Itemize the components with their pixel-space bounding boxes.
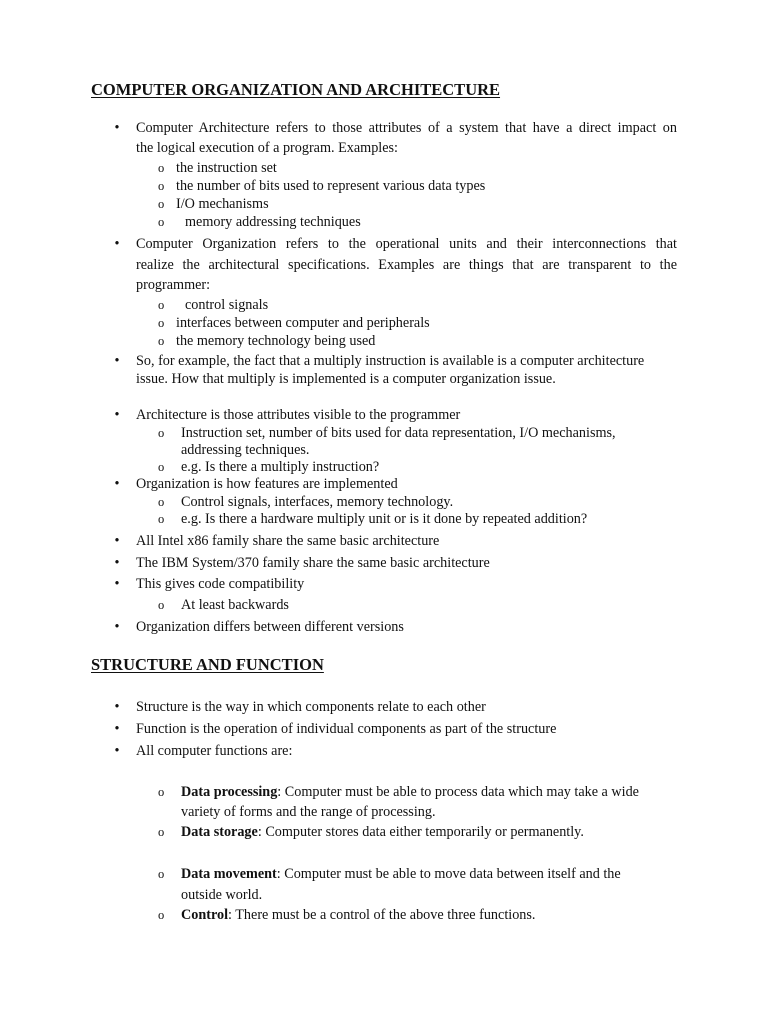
list-item: outside world. bbox=[181, 887, 263, 903]
list-item: Control signals, interfaces, memory technology. bbox=[181, 494, 454, 510]
sub-bullet-icon: o bbox=[158, 495, 165, 509]
paragraph-line: the logical execution of a program. Examples: bbox=[136, 140, 398, 156]
list-item: the number of bits used to represent various data types bbox=[176, 178, 486, 194]
sub-bullet-icon: o bbox=[158, 298, 165, 312]
sub-bullet-icon: o bbox=[158, 316, 165, 330]
term-control: Control bbox=[181, 907, 229, 923]
paragraph-line: The IBM System/370 family share the same basic architecture bbox=[136, 555, 490, 571]
list-item: e.g. Is there a multiply instruction? bbox=[181, 459, 380, 475]
list-item: e.g. Is there a hardware multiply unit or is it done by repeated addition? bbox=[181, 511, 588, 527]
sub-bullet-icon: o bbox=[158, 334, 165, 348]
term-data-storage: Data storage bbox=[181, 824, 258, 840]
bullet-icon: • bbox=[114, 120, 120, 136]
bullet-icon: • bbox=[114, 721, 120, 737]
paragraph-line: issue. How that multiply is implemented is a computer organization issue. bbox=[136, 371, 556, 387]
sub-bullet-icon: o bbox=[158, 426, 165, 440]
paragraph-line: Organization differs between different versions bbox=[136, 619, 404, 635]
bullet-icon: • bbox=[114, 555, 120, 571]
sub-bullet-icon: o bbox=[158, 215, 165, 229]
sub-bullet-icon: o bbox=[158, 161, 165, 175]
sub-bullet-icon: o bbox=[158, 908, 165, 922]
bullet-icon: • bbox=[114, 533, 120, 549]
list-item bbox=[181, 906, 535, 924]
paragraph-line: realize the architectural specifications. Examples are things that are transparent to the bbox=[136, 257, 677, 273]
bullet-icon: • bbox=[114, 353, 120, 369]
list-item bbox=[181, 823, 584, 841]
sub-bullet-icon: o bbox=[158, 785, 165, 799]
bullet-icon: • bbox=[114, 476, 120, 492]
paragraph-line: Function is the operation of individual components as part of the structure bbox=[136, 721, 557, 737]
sub-bullet-icon: o bbox=[158, 460, 165, 474]
sub-bullet-icon: o bbox=[158, 197, 165, 211]
paragraph-line: Computer Architecture refers to those attributes of a system that have a direct impact on bbox=[136, 120, 677, 136]
list-item bbox=[181, 783, 639, 801]
term-description: : Computer stores data either temporarily or permanently. bbox=[257, 824, 584, 840]
paragraph-line: All Intel x86 family share the same basic architecture bbox=[136, 533, 440, 549]
paragraph-line: Architecture is those attributes visible to the programmer bbox=[136, 407, 461, 423]
list-item bbox=[181, 865, 621, 883]
bullet-icon: • bbox=[114, 699, 120, 715]
list-item: addressing techniques. bbox=[181, 442, 310, 458]
list-item: memory addressing techniques bbox=[185, 214, 361, 230]
sub-bullet-icon: o bbox=[158, 598, 165, 612]
term-description: : Computer must be able to process data which may take a wide bbox=[277, 784, 639, 800]
paragraph-line: Structure is the way in which components relate to each other bbox=[136, 699, 486, 715]
section-heading-computer-organization: COMPUTER ORGANIZATION AND ARCHITECTURE bbox=[91, 80, 501, 99]
sub-bullet-icon: o bbox=[158, 512, 165, 526]
term-description: : There must be a control of the above three functions. bbox=[228, 907, 536, 923]
list-item: the memory technology being used bbox=[176, 333, 376, 349]
paragraph-line: Organization is how features are implemented bbox=[136, 476, 398, 492]
term-data-processing: Data processing bbox=[181, 784, 278, 800]
bullet-icon: • bbox=[114, 576, 120, 592]
bullet-icon: • bbox=[114, 236, 120, 252]
sub-bullet-icon: o bbox=[158, 825, 165, 839]
term-data-movement: Data movement bbox=[181, 866, 277, 882]
paragraph-line: programmer: bbox=[136, 277, 211, 293]
paragraph-line: This gives code compatibility bbox=[136, 576, 305, 592]
bullet-icon: • bbox=[114, 743, 120, 759]
sub-bullet-icon: o bbox=[158, 867, 165, 881]
list-item: interfaces between computer and peripherals bbox=[176, 315, 430, 331]
list-item: variety of forms and the range of processing. bbox=[181, 804, 436, 820]
list-item: Instruction set, number of bits used for data representation, I/O mechanisms, bbox=[181, 425, 616, 441]
paragraph-line: So, for example, the fact that a multiply instruction is available is a computer architecture bbox=[136, 353, 645, 369]
list-item: the instruction set bbox=[176, 160, 277, 176]
list-item: At least backwards bbox=[181, 597, 289, 613]
paragraph-line: Computer Organization refers to the operational units and their interconnections that bbox=[136, 236, 677, 252]
term-description: : Computer must be able to move data between itself and the bbox=[276, 866, 621, 882]
sub-bullet-icon: o bbox=[158, 179, 165, 193]
bullet-icon: • bbox=[114, 619, 120, 635]
list-item: control signals bbox=[185, 297, 269, 313]
section-heading-structure-function: STRUCTURE AND FUNCTION bbox=[91, 655, 324, 674]
paragraph-line: All computer functions are: bbox=[136, 743, 293, 759]
bullet-icon: • bbox=[114, 407, 120, 423]
list-item: I/O mechanisms bbox=[176, 196, 269, 212]
